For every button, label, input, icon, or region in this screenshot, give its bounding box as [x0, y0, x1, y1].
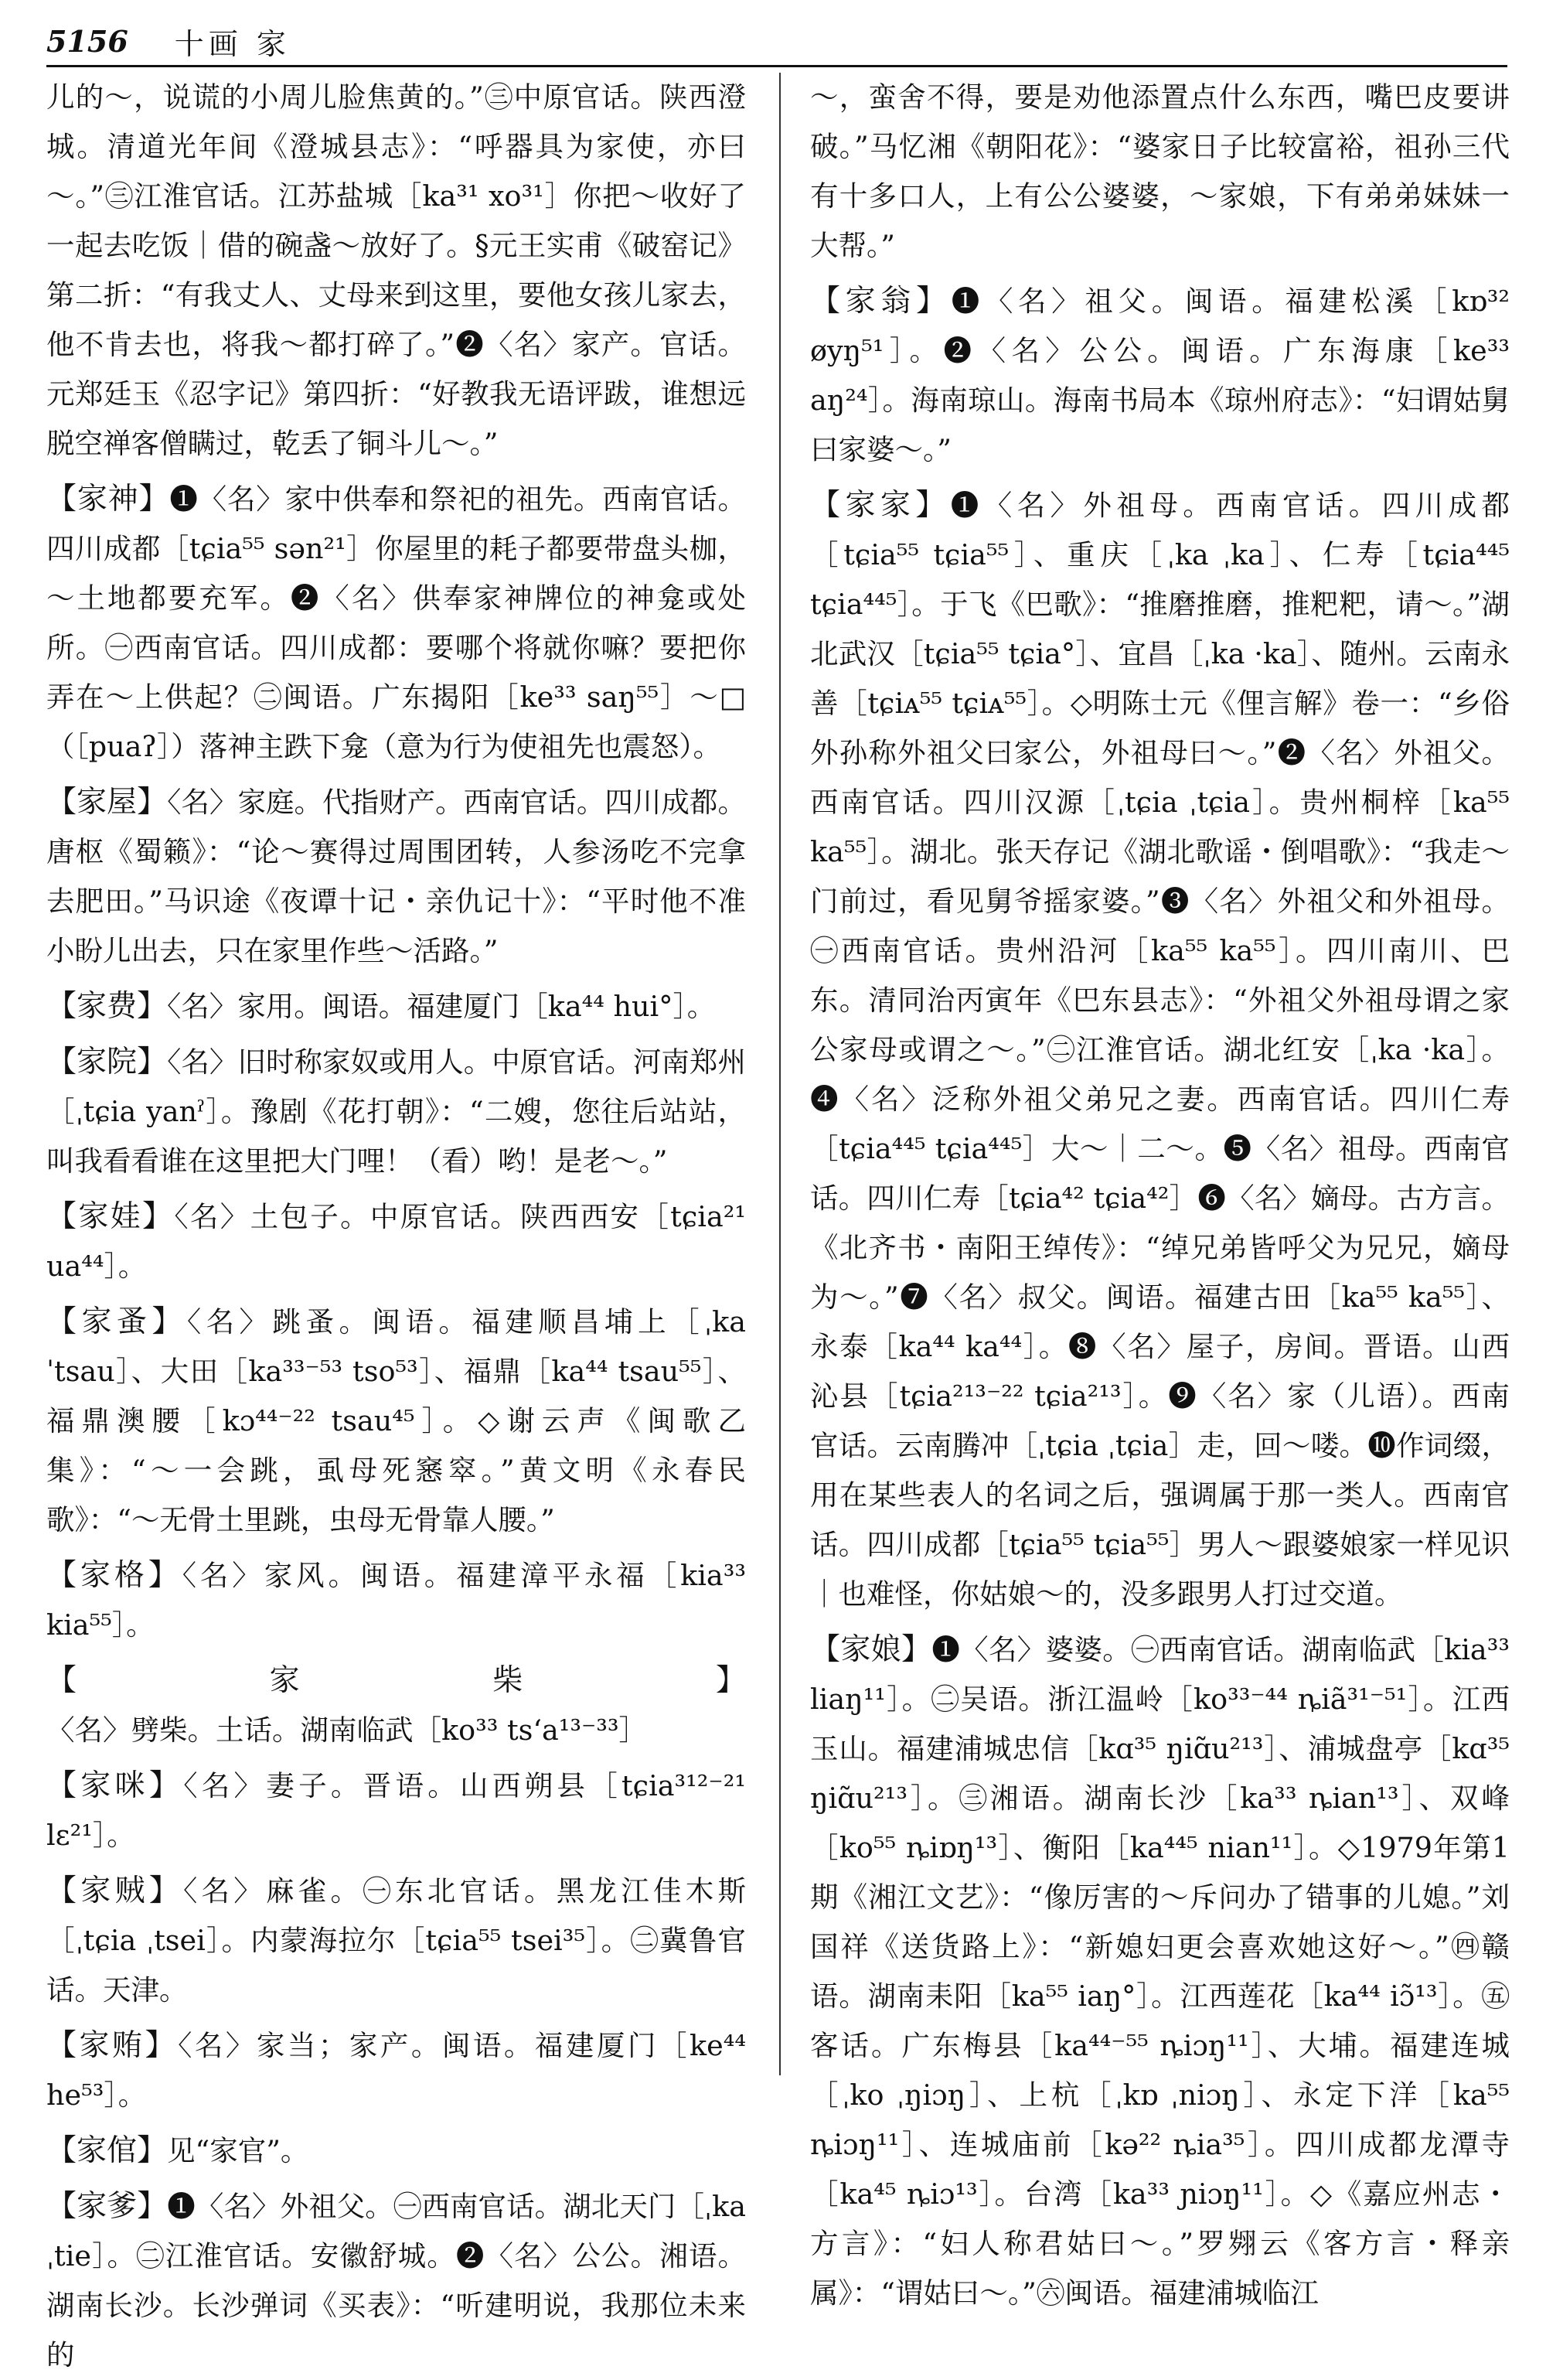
- entry-headword: 【家咪】: [46, 1768, 184, 1803]
- entry-jiawu: [46, 778, 746, 976]
- entry-text: ～，蛮舍不得，要是劝他添置点什么东西，嘴巴皮要讲破。”马忆湘《朝阳花》：“婆家日子比较富裕，祖孙三代有十多口人，上有公公婆婆，～家娘，下有弟弟妹妹一大帮。”: [810, 80, 1510, 262]
- entry-headword: 【家贼】: [46, 1874, 183, 1908]
- entry-text: 〈名〉麻雀。㊀东北官话。黑龙江佳木斯［ˌtɕia ˌtsei］。内蒙海拉尔［tɕia⁵⁵ tsei³⁵］。㊁冀鲁官话。天津。: [46, 1874, 746, 2007]
- entry-jiahui: [46, 2021, 746, 2120]
- entry-text: ❶〈名〉外祖父。㊀西南官话。湖北天门［ˌka ˌtie］。㊁江淮官话。安徽舒城。❷〈名〉公公。湘语。湖南长沙。长沙弹词《买表》：“听建明说，我那位未来的: [46, 2190, 746, 2371]
- right-column: [810, 73, 1510, 2310]
- entry-text: 〈名〉土包子。中原官话。陕西西安［tɕia²¹ ua⁴⁴］。: [46, 1200, 746, 1283]
- entry-jiaweng: [810, 277, 1510, 475]
- entry-jiafei: [46, 982, 746, 1031]
- entry-text: 见“家官”。: [167, 2134, 309, 2167]
- page-header: [46, 17, 1507, 67]
- entry-text: ❶〈名〉外祖母。西南官话。四川成都［tɕia⁵⁵ tɕia⁵⁵］、重庆［ˌka ˌka］、仁寿［tɕia⁴⁴⁵ tɕia⁴⁴⁵］。于飞《巴歌》：“推磨推磨，推粑粑，请～。”湖北武汉［tɕia⁵⁵ tɕia°］、宜昌［ˌka ·ka］、随州。云南永善［tɕiᴀ⁵⁵ tɕiᴀ⁵⁵］。◇明陈士元《俚言解》卷一：“乡俗外孙称外祖父曰家公，外祖母曰～。”❷〈名〉外祖父。西南官话。四川汉源［ˌtɕia ˌtɕia］。贵州桐梓［ka⁵⁵ ka⁵⁵］。湖北。张天存记《湖北歌谣・倒唱歌》：“我走～门前过，看见舅爷摇家婆。”❸〈名〉外祖父和外祖母。㊀西南官话。贵州沿河［ka⁵⁵ ka⁵⁵］。四川南川、巴东。清同治丙寅年《巴东县志》：“外祖父外祖母谓之家公家母或谓之～。”㊁江淮官话。湖北红安［ˌka ·ka］。❹〈名〉泛称外祖父弟兄之妻。西南官话。四川仁寿［tɕia⁴⁴⁵ tɕia⁴⁴⁵］大～｜二～。❺〈名〉祖母。西南官话。四川仁寿［tɕia⁴² tɕia⁴²］❻〈名〉嫡母。古方言。《北齐书・南阳王绰传》：“绰兄弟皆呼父为兄兄，嫡母为～。”❼〈名〉叔父。闽语。福建古田［ka⁵⁵ ka⁵⁵］、永泰［ka⁴⁴ ka⁴⁴］。❽〈名〉屋子，房间。晋语。山西沁县［tɕia²¹³⁻²² tɕia²¹³］。❾〈名〉家（儿语）。西南官话。云南腾冲［ˌtɕia ˌtɕia］走，回～喽。❿作词缀，用在某些表人的名词之后，强调属于那一类人。西南官话。四川成都［tɕia⁵⁵ tɕia⁵⁵］男人～跟婆娘家一样见识｜也难怪，你姑娘～的，没多跟男人打过交道。: [810, 489, 1510, 1611]
- entry-text: 〈名〉妻子。晋语。山西朔县［tɕia³¹²⁻²¹ lɛ²¹］。: [46, 1769, 746, 1852]
- page-number: 5156: [46, 23, 128, 59]
- entry-headword: 【家费】: [46, 989, 168, 1024]
- entry-jiazei: [46, 1867, 746, 2015]
- entry-headword: 【家倌】: [46, 2133, 168, 2168]
- left-column: [46, 73, 746, 2371]
- entry-jiajia: [810, 481, 1510, 1619]
- entry-jiaguan: [46, 2126, 746, 2176]
- entry-text: ❶〈名〉家中供奉和祭祀的祖先。西南官话。四川成都［tɕia⁵⁵ sən²¹］你屋里的耗子都要带盘头枷，～土地都要充军。❷〈名〉供奉家神牌位的神龛或处所。㊀西南官话。四川成都：要哪个将就你嘛？要把你弄在～上供起？㊁闽语。广东揭阳［ke³³ saŋ⁵⁵］～□（［puaʔ］）落神主跌下龛（意为行为使祖先也震怒）。: [46, 482, 746, 763]
- entry-headword: 【家柴】: [46, 1663, 746, 1698]
- entry-jiayuan: [46, 1038, 746, 1186]
- entry-text: 〈名〉旧时称家奴或用人。中原官话。河南郑州［ˌtɕia yanˀ］。豫剧《花打朝》：“二嫂，您往后站站，叫我看看谁在这里把大门哩！（看）哟！是老～。”: [46, 1045, 746, 1178]
- entry-headword: 【家爹】: [46, 2189, 168, 2224]
- entry-text: 〈名〉跳蚤。闽语。福建顺昌埔上［ˌka ˈtsau］、大田［ka³³⁻⁵³ tso⁵³］、福鼎［ka⁴⁴ tsau⁵⁵］、福鼎澳腰［kɔ⁴⁴⁻²² tsau⁴⁵］。◇谢云声《闽歌乙集》：“～一会跳，虱母死窸窣。”黄文明《永春民歌》：“～无骨土里跳，虫母无骨靠人腰。”: [46, 1305, 746, 1536]
- entry-headword: 【家娘】: [810, 1632, 932, 1667]
- entry-jiazao: [46, 1297, 746, 1545]
- section-title: 十画 家: [174, 26, 291, 61]
- entry-text: 〈名〉劈柴。土话。湖南临武［ko³³ tsʻa¹³⁻³³］: [46, 1713, 648, 1747]
- entry-jiage: [46, 1551, 746, 1650]
- entry-headword: 【家娃】: [46, 1199, 175, 1234]
- entry-continued: [810, 73, 1510, 271]
- entry-jiami: [46, 1761, 746, 1860]
- entry-headword: 【家屋】: [46, 785, 168, 820]
- entry-text: 儿的～，说谎的小周儿脸焦黄的。”㊂中原官话。陕西澄城。清道光年间《澄城县志》：“呼器具为家使，亦曰～。”㊂江淮官话。江苏盐城［ka³¹ xo³¹］你把～收好了一起去吃饭｜借的碗盏～放好了。§元王实甫《破窑记》第二折：“有我丈人、丈母来到这里，要他女孩儿家去，他不肯去也，将我～都打碎了。”❷〈名〉家产。官话。元郑廷玉《忍字记》第四折：“好教我无语评跋，谁想远脱空禅客僧瞒过，乾丢了铜斗儿～。”: [46, 80, 746, 460]
- entry-text: ❶〈名〉婆婆。㊀西南官话。湖南临武［kia³³ liaŋ¹¹］。㊁吴语。浙江温岭［ko³³⁻⁴⁴ ȵiã³¹⁻⁵¹］。江西玉山。福建浦城忠信［kɑ³⁵ ŋiɑ̃u²¹³］、浦城盘亭［kɑ³⁵ ŋiɑ̃u²¹³］。㊂湘语。湖南长沙［ka³³ ȵian¹³］、双峰［ko⁵⁵ ȵiɒŋ¹³］、衡阳［ka⁴⁴⁵ nian¹¹］。◇1979年第1期《湘江文艺》：“像厉害的～斥问办了错事的儿媳。”刘国祥《送货路上》：“新媳妇更会喜欢她这好～。”㊃赣语。湖南耒阳［ka⁵⁵ iaŋ°］。江西莲花［ka⁴⁴ iɔ̃¹³］。㊄客话。广东梅县［ka⁴⁴⁻⁵⁵ ȵiɔŋ¹¹］、大埔。福建连城［ˌko ˌŋiɔŋ］、上杭［ˌkɒ ˌniɔŋ］、永定下洋［ka⁵⁵ ȵiɔŋ¹¹］、连城庙前［kə²² ȵia³⁵］。四川成都龙潭寺［ka⁴⁵ ȵiɔ¹³］。台湾［ka³³ ɲiɔŋ¹¹］。◇《嘉应州志・方言》：“妇人称君姑曰～。”罗翙云《客方言・释亲属》：“谓姑曰～。”㊅闽语。福建浦城临江: [810, 1633, 1510, 2310]
- entry-text: 〈名〉家风。闽语。福建漳平永福［kia³³ kia⁵⁵］。: [46, 1559, 746, 1642]
- entry-text: 〈名〉家庭。代指财产。西南官话。四川成都。唐枢《蜀籁》：“论～赛得过周围团转，人参汤吃不完拿去肥田。”马识途《夜谭十记・亲仇记十》：“平时他不准小盼儿出去，只在家里作些～活路。”: [46, 786, 746, 967]
- entry-jiadie: [46, 2182, 746, 2380]
- entry-headword: 【家家】: [810, 488, 951, 523]
- entry-jiachai: [46, 1656, 746, 1755]
- entry-continued: [46, 73, 746, 469]
- entry-jianiang: [810, 1625, 1510, 2318]
- entry-headword: 【家翁】: [810, 284, 952, 319]
- entry-text: ❶〈名〉祖父。闽语。福建松溪［kɒ³² øyŋ⁵¹］。❷〈名〉公公。闽语。广东海康［ke³³ aŋ²⁴］。海南琼山。海南书局本《琼州府志》：“妇谓姑舅曰家婆～。”: [810, 285, 1510, 466]
- entry-jiashen: [46, 475, 746, 772]
- entry-headword: 【家蚤】: [46, 1304, 187, 1339]
- entry-text: 〈名〉家当；家产。闽语。福建厦门［ke⁴⁴ he⁵³］。: [46, 2029, 746, 2112]
- column-divider: [779, 73, 781, 2075]
- entry-headword: 【家神】: [46, 482, 170, 517]
- entry-jiawa: [46, 1192, 746, 1291]
- entry-text: 〈名〉家用。闽语。福建厦门［ka⁴⁴ hui°］。: [167, 990, 716, 1023]
- entry-headword: 【家院】: [46, 1045, 168, 1079]
- entry-headword: 【家格】: [46, 1558, 182, 1593]
- entry-headword: 【家贿】: [46, 2028, 179, 2063]
